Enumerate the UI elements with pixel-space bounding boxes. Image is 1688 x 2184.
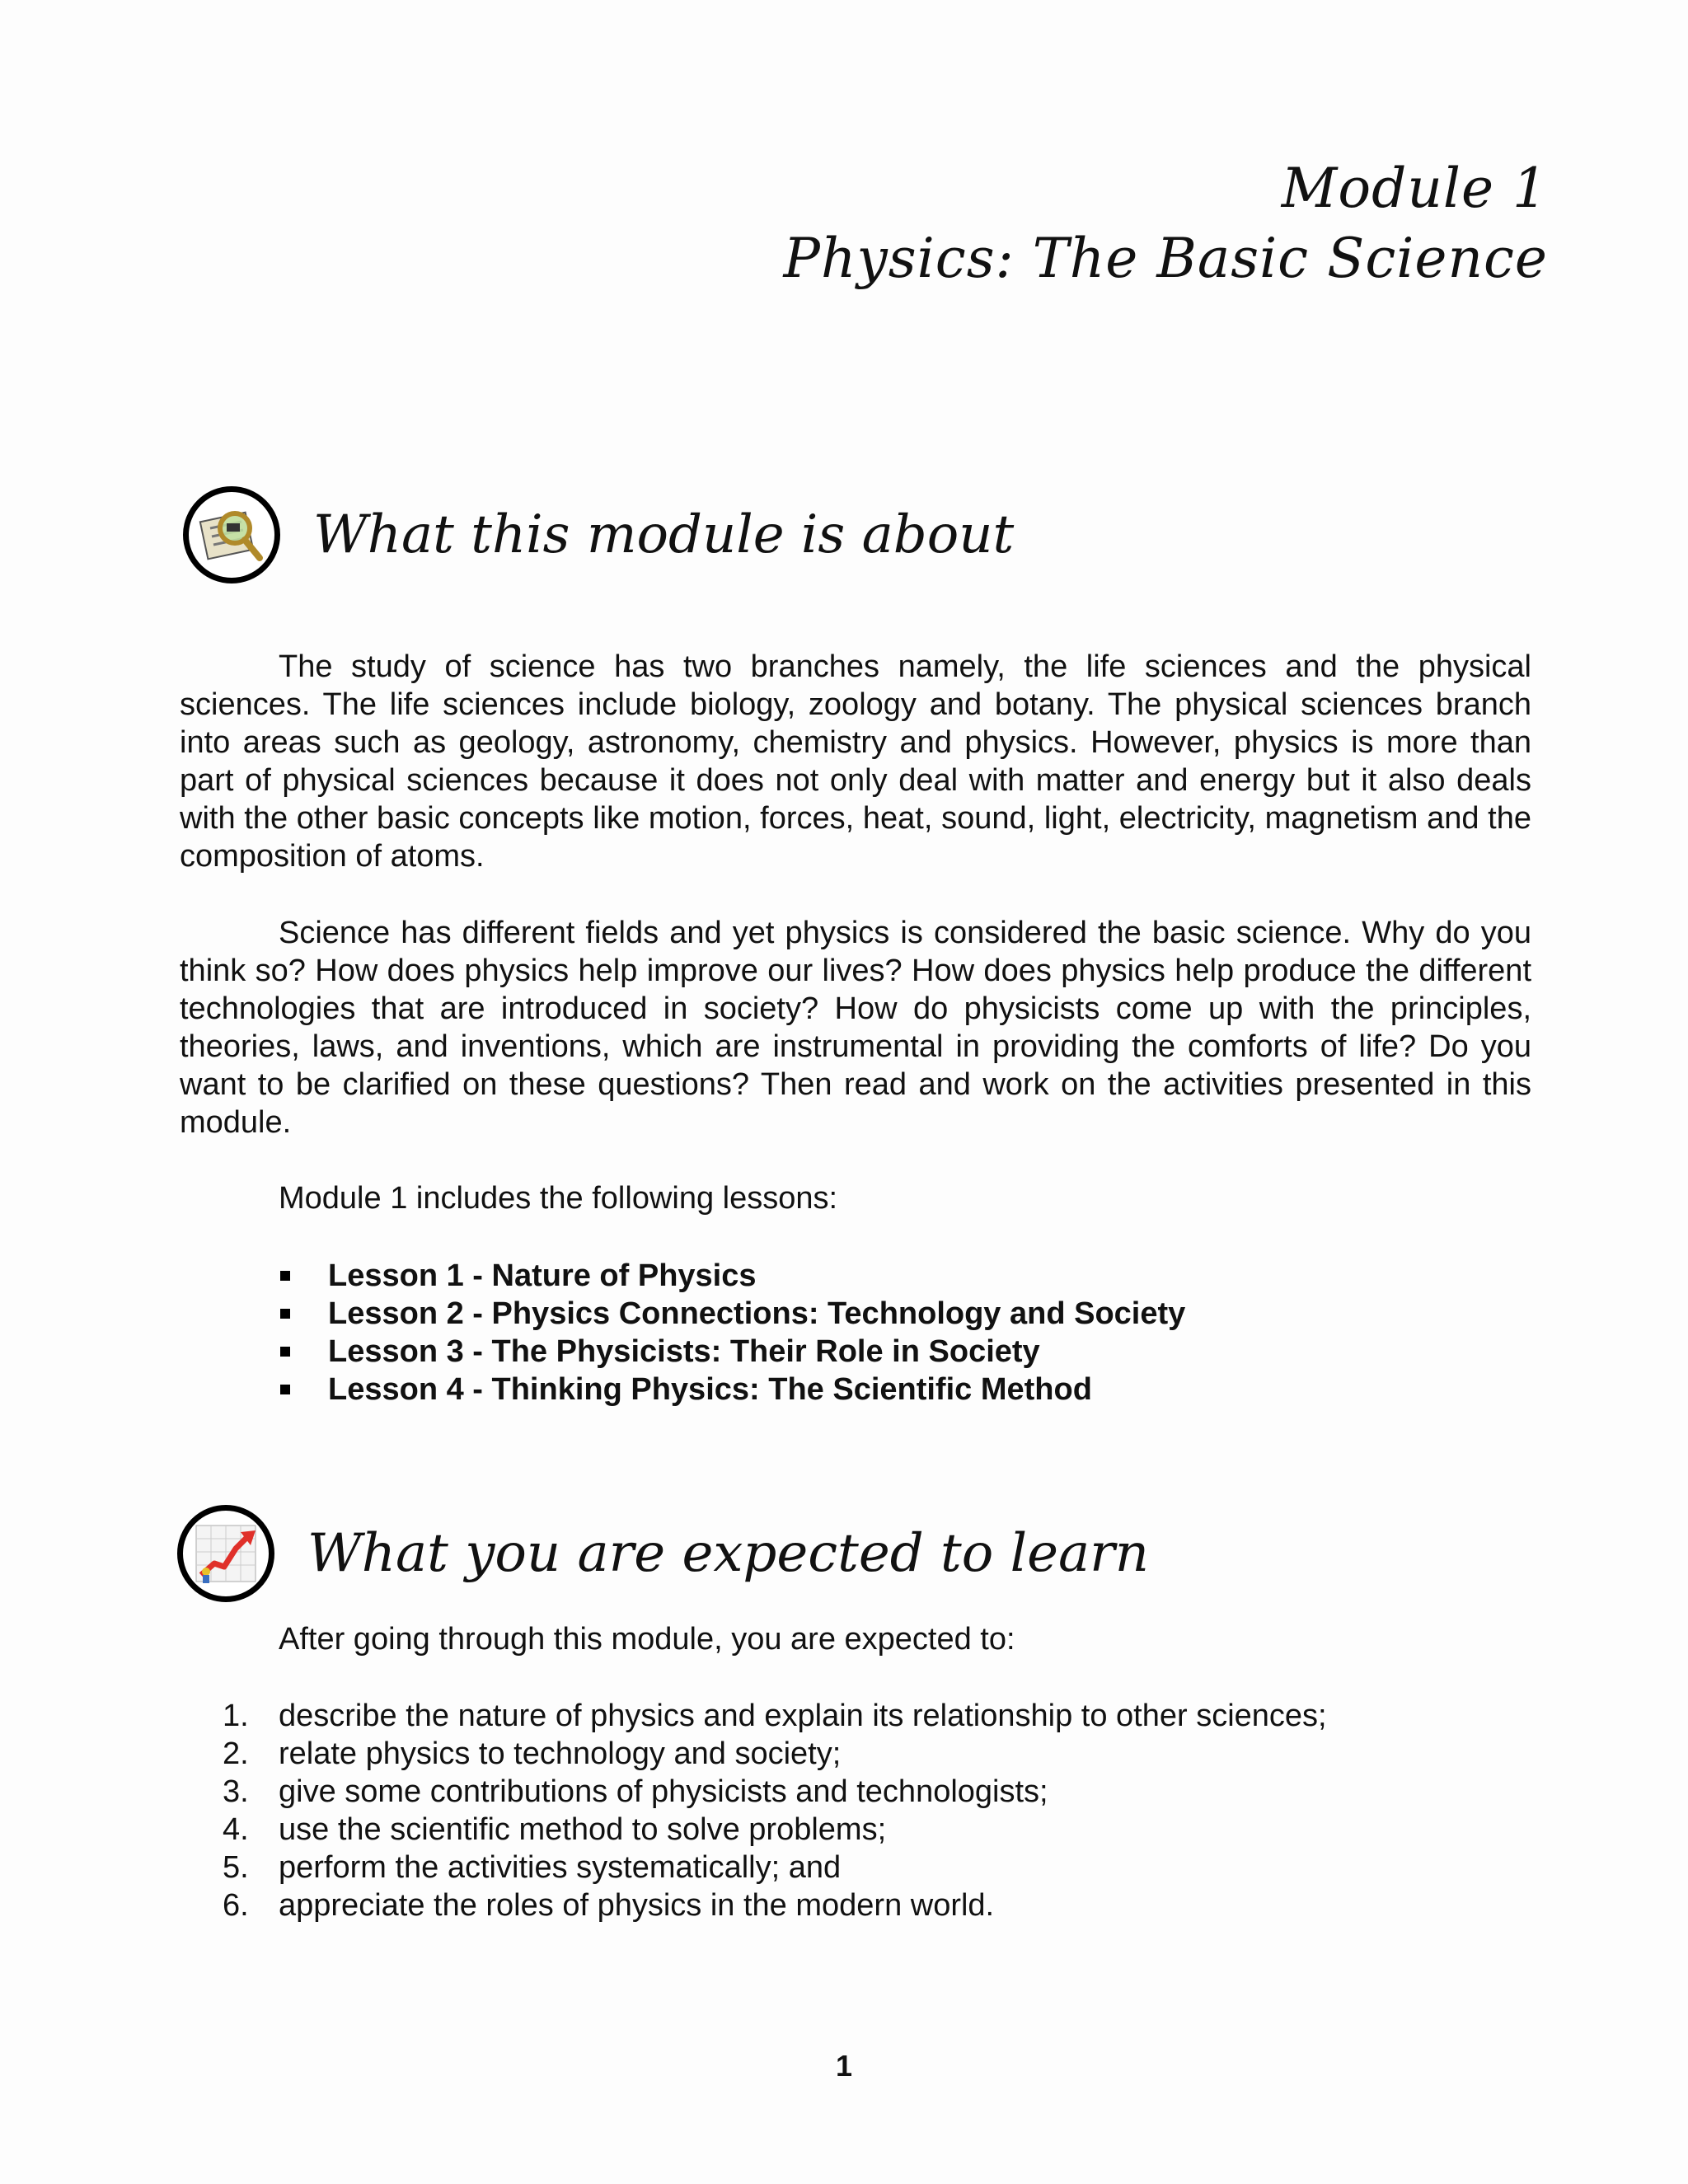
about-paragraph-1: The study of science has two branches namely, the life sciences and the physical sciences. The life sciences include biology, zoology and botany. The physical sciences branch into areas such as geology, astronomy, chemistry and physics. However, physics is more than part of physical sciences because it does not only deal with matter and energy but it also deals with the other basic concepts like motion, forces, heat, sound, light, electricity, magnetism and the composition of atoms. <box>180 649 1531 874</box>
list-item <box>279 1371 1185 1408</box>
about-paragraph-2: Science has different fields and yet physics is considered the basic science. Why do you think so? How does physics help improve our lives? How does physics help produce the different technologies that are introduced in society? How do physicists come up with the principles, theories, laws, and inventions, which are instrumental in providing the comforts of life? Do you want to be clarified on these questions? Then read and work on the activities presented in this module. <box>180 916 1531 1140</box>
module-label: Module 1 <box>1281 157 1548 220</box>
rising-chart-icon <box>177 1505 274 1602</box>
list-item <box>223 1886 1327 1924</box>
objective-number: 3. <box>223 1774 249 1809</box>
objective-number: 6. <box>223 1888 249 1923</box>
lesson-title: Lesson 4 - Thinking Physics: The Scientific Method <box>328 1372 1092 1407</box>
bullet-icon <box>280 1271 290 1281</box>
list-item <box>279 1333 1185 1371</box>
lesson-title: Lesson 2 - Physics Connections: Technology and Society <box>328 1296 1186 1331</box>
objective-number: 1. <box>223 1699 249 1733</box>
list-item <box>223 1811 1327 1849</box>
module-title: Physics: The Basic Science <box>783 227 1548 290</box>
list-item <box>223 1773 1327 1811</box>
list-item <box>223 1735 1327 1773</box>
bullet-icon <box>280 1309 290 1319</box>
section-title-learn: What you are expected to learn <box>307 1523 1149 1584</box>
objectives-intro: After going through this module, you are expected to: <box>279 1622 1015 1657</box>
list-item <box>279 1257 1185 1295</box>
list-item <box>279 1295 1185 1333</box>
bullet-icon <box>280 1347 290 1357</box>
list-item <box>223 1697 1327 1735</box>
bullet-icon <box>280 1385 290 1394</box>
objective-text: describe the nature of physics and explain its relationship to other sciences; <box>279 1699 1327 1733</box>
objective-list <box>223 1697 1327 1924</box>
objective-text: give some contributions of physicists and technologists; <box>279 1774 1048 1809</box>
lesson-list <box>279 1257 1185 1408</box>
objective-text: use the scientific method to solve problems; <box>279 1812 887 1847</box>
section-title-about: What this module is about <box>313 504 1015 565</box>
lesson-title: Lesson 3 - The Physicists: Their Role in Society <box>328 1334 1040 1369</box>
objective-number: 5. <box>223 1850 249 1885</box>
objective-text: relate physics to technology and society; <box>279 1736 842 1771</box>
objective-number: 4. <box>223 1812 249 1847</box>
page-number: 1 <box>835 2049 853 2083</box>
section-heading-about <box>183 486 1014 583</box>
lessons-intro: Module 1 includes the following lessons: <box>279 1181 838 1216</box>
objective-number: 2. <box>223 1736 249 1771</box>
objective-text: perform the activities systematically; and <box>279 1850 842 1885</box>
section-heading-learn <box>177 1505 1149 1602</box>
list-item <box>223 1849 1327 1886</box>
magnifier-document-icon <box>183 486 280 583</box>
lesson-title: Lesson 1 - Nature of Physics <box>328 1258 757 1293</box>
objective-text: appreciate the roles of physics in the modern world. <box>279 1888 995 1923</box>
